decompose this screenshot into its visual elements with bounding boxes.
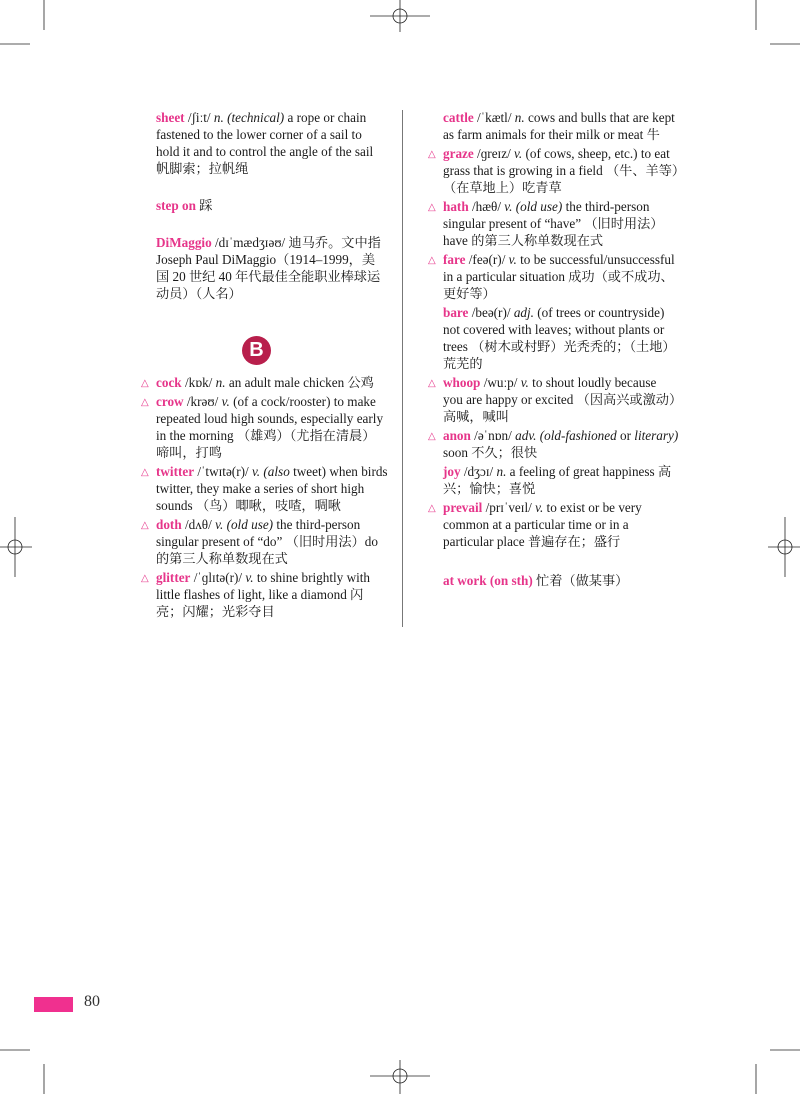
triangle-marker-icon: △ <box>141 397 149 408</box>
triangle-marker-icon: △ <box>141 467 149 478</box>
entry-crow <box>141 393 388 461</box>
entry-graze <box>428 145 679 196</box>
definition: to shout loudly because you are happy or excited <box>443 375 657 407</box>
right-column <box>428 109 679 589</box>
part-of-speech: adj. <box>513 305 534 320</box>
headword: sheet <box>156 110 185 125</box>
part-of-speech: n. <box>514 110 525 125</box>
part-of-speech: v. <box>221 394 230 409</box>
entry-cock <box>141 374 388 391</box>
chinese-gloss: 不久；很快 <box>471 445 538 460</box>
definition: (of cows, sheep, etc.) to eat grass that is growing in a field <box>443 146 670 178</box>
headword: DiMaggio <box>156 235 212 250</box>
headword: step on <box>156 198 196 213</box>
headword: anon <box>443 428 471 443</box>
part-of-speech: adv. <box>515 428 537 443</box>
chinese-gloss: （鸟）唧啾，吱喳，啁啾 <box>195 498 341 513</box>
chinese-gloss: （雄鸡）（尤指在清晨）啼叫，打鸣 <box>156 428 376 460</box>
definition: an adult male chicken <box>228 375 345 390</box>
page-number: 80 <box>84 993 100 1010</box>
usage-label: (old-fashioned <box>539 428 617 443</box>
usage-label-variant: tweet) <box>293 464 327 479</box>
phonetic: /krəʊ/ <box>186 394 219 409</box>
headword: prevail <box>443 500 483 515</box>
chinese-gloss: （旧时用法）do 的第三人称单数现在式 <box>156 534 378 566</box>
definition: to exist or be very common at a particular time or in a particular place <box>443 500 642 549</box>
phonetic: /feə(r)/ <box>468 252 506 267</box>
entry-step-on <box>156 197 388 214</box>
phonetic: /dʌθ/ <box>184 517 212 532</box>
usage-label-variant: literary) <box>634 428 679 443</box>
headword: crow <box>156 394 184 409</box>
chinese-gloss: （牛、羊等）（在草地上）吃青草 <box>443 163 679 195</box>
phonetic: /ˈkætl/ <box>477 110 512 125</box>
headword: bare <box>443 305 469 320</box>
phonetic: /dʒɔɪ/ <box>463 464 494 479</box>
chinese-gloss: 帆脚索；拉帆绳 <box>156 161 249 176</box>
phonetic: /ɡreɪz/ <box>477 146 511 161</box>
left-column <box>141 109 388 620</box>
headword: at work (on sth) <box>443 573 533 588</box>
usage-label-or: or <box>620 428 631 443</box>
headword: doth <box>156 517 182 532</box>
phonetic: /dɪˈmædʒɪəʊ/ <box>214 235 286 250</box>
triangle-marker-icon: △ <box>428 149 436 160</box>
part-of-speech: n. <box>215 375 226 390</box>
entry-glitter <box>141 569 388 620</box>
usage-label: (technical) <box>227 110 285 125</box>
chinese-gloss: （旧时用法）have 的第三人称单数现在式 <box>443 216 664 248</box>
chinese-gloss: 迪马乔。文中指 Joseph Paul DiMaggio（1914–1999，美国 20 世纪 40 年代最佳全能职业棒球运动员）（人名） <box>156 235 381 301</box>
entry-fare <box>428 251 679 302</box>
headword: fare <box>443 252 466 267</box>
phonetic: /ˈtwɪtə(r)/ <box>197 464 249 479</box>
part-of-speech: v. <box>520 375 529 390</box>
entry-doth <box>141 516 388 567</box>
section-badge-b: B <box>242 336 271 365</box>
column-divider <box>402 110 403 627</box>
triangle-marker-icon: △ <box>141 573 149 584</box>
chinese-gloss: （树木或村野）光秃秃的；（土地）荒芜的 <box>443 339 676 371</box>
definition: to be successful/unsuccessful in a particular situation <box>443 252 675 284</box>
chinese-gloss: 成功（或不成功、更好等） <box>443 269 674 301</box>
phonetic: /ʃiːt/ <box>187 110 211 125</box>
chinese-gloss: 公鸡 <box>347 375 374 390</box>
chinese-gloss: 闪亮；闪耀；光彩夺目 <box>156 587 364 619</box>
part-of-speech: v. <box>245 570 254 585</box>
phonetic: /ˈɡlɪtə(r)/ <box>193 570 243 585</box>
headword: cock <box>156 375 182 390</box>
definition: soon <box>443 445 468 460</box>
headword: whoop <box>443 375 481 390</box>
usage-label: (old use) <box>515 199 563 214</box>
definition: cows and bulls that are kept as farm animals for their milk or meat <box>443 110 675 142</box>
definition: to shine brightly with little flashes of light, like a diamond <box>156 570 371 602</box>
entry-joy <box>443 463 679 497</box>
page-tab-marker <box>34 997 73 1012</box>
definition: (of trees or countryside) not covered with leaves; without plants or trees <box>443 305 665 354</box>
chinese-gloss: 踩 <box>199 198 213 213</box>
part-of-speech: v. <box>251 464 261 479</box>
part-of-speech: v. <box>215 517 224 532</box>
chinese-gloss: （因高兴或激动）高喊，喊叫 <box>443 392 676 424</box>
phonetic: /əˈnɒn/ <box>474 428 512 443</box>
phonetic: /prɪˈveɪl/ <box>485 500 532 515</box>
entry-sheet <box>156 109 388 177</box>
triangle-marker-icon: △ <box>141 520 149 531</box>
headword: joy <box>443 464 461 479</box>
triangle-marker-icon: △ <box>428 503 436 514</box>
entry-bare <box>443 304 679 372</box>
definition: (of a cock/rooster) to make repeated loud high sounds, especially early in the morning <box>156 394 384 443</box>
entry-hath <box>428 198 679 249</box>
headword: cattle <box>443 110 474 125</box>
headword: hath <box>443 199 469 214</box>
definition: a rope or chain fastened to the lower corner of a sail to hold it and to control the angle of the sail <box>156 110 374 159</box>
headword: twitter <box>156 464 195 479</box>
phonetic: /beə(r)/ <box>471 305 511 320</box>
headword: graze <box>443 146 474 161</box>
definition: when birds twitter, they make a series of short high sounds <box>156 464 388 513</box>
chinese-gloss: 普遍存在；盛行 <box>527 534 621 549</box>
chinese-gloss: 忙着（做某事） <box>536 573 629 588</box>
chinese-gloss: 牛 <box>646 127 660 142</box>
phonetic: /wuːp/ <box>483 375 518 390</box>
phonetic: /kɒk/ <box>184 375 213 390</box>
usage-label: (old use) <box>226 517 274 532</box>
part-of-speech: n. <box>496 464 507 479</box>
phonetic: /hæθ/ <box>471 199 501 214</box>
entry-cattle <box>443 109 679 143</box>
definition: the third-person singular present of “do” <box>156 517 361 549</box>
triangle-marker-icon: △ <box>428 431 436 442</box>
definition: the third-person singular present of “have” <box>443 199 650 231</box>
entry-whoop <box>428 374 679 425</box>
usage-label: (also <box>263 464 290 479</box>
headword: glitter <box>156 570 191 585</box>
triangle-marker-icon: △ <box>141 378 149 389</box>
part-of-speech: v. <box>504 199 513 214</box>
triangle-marker-icon: △ <box>428 202 436 213</box>
entry-at-work <box>443 572 679 589</box>
part-of-speech: n. <box>213 110 224 125</box>
entry-prevail <box>428 499 679 550</box>
entry-twitter <box>141 463 388 514</box>
definition: a feeling of great happiness <box>509 464 655 479</box>
triangle-marker-icon: △ <box>428 255 436 266</box>
entry-anon <box>428 427 679 461</box>
part-of-speech: v. <box>508 252 517 267</box>
triangle-marker-icon: △ <box>428 378 436 389</box>
part-of-speech: v. <box>535 500 544 515</box>
part-of-speech: v. <box>514 146 523 161</box>
chinese-gloss: 高兴；愉快；喜悦 <box>443 464 672 496</box>
entry-dimaggio <box>156 234 388 302</box>
